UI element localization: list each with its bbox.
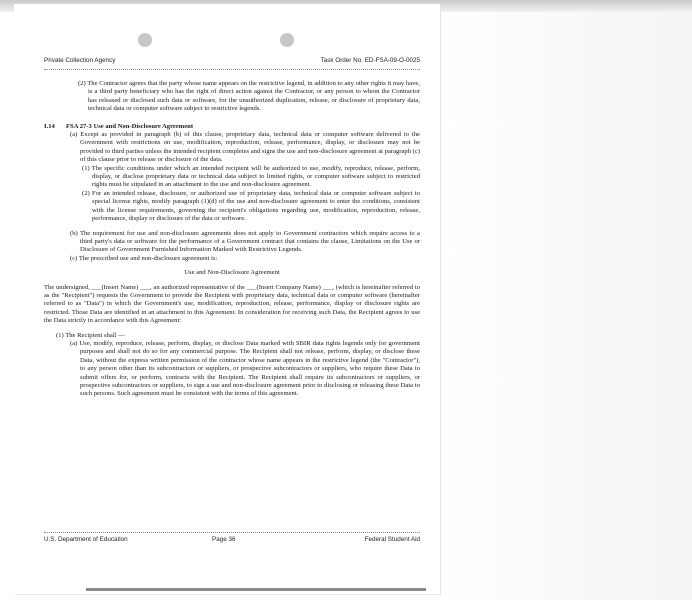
section-title: FSA 27-3 Use and Non-Disclosure Agreement	[66, 122, 194, 130]
intro-item: (2) The Contractor agrees that the party whose name appears on the restrictive legend, in addition to any other rights it may have, is a third party beneficiary who has the right of direct action against the Contractor, or any person to whom the Contractor has released or disclosed such data or software, for the unauthorized duplication, release, or disclosure of proprietary data, technical data or computer software subject to restrictive legends.	[78, 80, 420, 113]
header-left: Private Collection Agency	[44, 57, 116, 64]
section-number: I.14	[44, 122, 55, 130]
header-divider	[44, 69, 420, 70]
clause-item-a: (a) Except as provided in paragraph (b) of this clause, proprietary data, technical data or computer software delivered to the Government with restrictions on use, modification, reproduction, release, performance, display, or disclosure may not be provided to third parties unless the intended recipient completes and signs the use and non-disclosure agreement at paragraph (c) of this clause prior to release or disclosure of the data.	[70, 131, 420, 164]
recipient-shall: (1) The Recipient shall —	[56, 331, 125, 339]
scan-background	[442, 0, 692, 600]
clause-item-a2: (2) For an intended release, disclosure, or authorized use of proprietary data, technical data or computer software subject to special license rights, modify paragraph (1)(d) of the use and non-disclosure agreement to enter the conditions, consistent with the license requirements, governing the recipient's obligations regarding use, modification, reproduction, release, performance, display or disclosure of the data or software.	[82, 189, 420, 223]
scan-bottom-bar	[86, 588, 426, 591]
clause-item-c: (c) The prescribed use and non-disclosure agreement is:	[70, 254, 218, 262]
agreement-paragraph: The undersigned, ___(Insert Name) ___, an authorized representative of the ___(Insert Company Name) ___, (which is hereinafter referred to as the "Recipient") requests the Government to provide the Recipient with proprietary data, technical data or computer software (hereinafter referred to as "Data") in which the Government's use, modification, reproduction, release, performance, display or disclosure rights are restricted. Those Data are identified in an attachment to this Agreement. In consideration for receiving such Data, the Recipient agrees to use the Data strictly in accordance with this Agreement:	[44, 283, 420, 325]
punch-hole-icon	[138, 33, 152, 47]
page-number: Page 36	[212, 536, 236, 543]
agreement-title: Use and Non-Disclosure Agreement	[184, 269, 280, 277]
footer-right: Federal Student Aid	[364, 536, 420, 543]
clause-item-a1: (1) The specific conditions under which an intended recipient will be authorized to use, modify, reproduce, release, perform, display, or disclose proprietary data or technical data subject to limited rights, or computer software subject to restricted rights must be stipulated in an attachment to the use and non-disclosure agreement.	[82, 164, 420, 189]
section-heading	[44, 123, 420, 131]
footer-divider	[44, 532, 420, 533]
recipient-item-a: (a) Use, modify, reproduce, release, perform, display, or disclose Data marked with SBIR data rights legends only for government purposes and shall not do so for any commercial purpose. The Recipient shall not release, perform, display, or disclose these Data, without the express written permission of the contractor whose name appears in the restrictive legend (the "Contractor"), to any person other than its subcontractors or suppliers, or prospective subcontractors or suppliers, who require these Data to submit offers for, or perform, contracts with the Recipient. The Recipient shall require its subcontractors or suppliers, or prospective subcontractors or suppliers, to sign a use and non-disclosure agreement prior to disclosing or releasing these Data to such persons. Such agreement must be consistent with the terms of this agreement.	[70, 339, 420, 398]
header-right: Task Order No. ED-FSA-09-O-0025	[320, 57, 420, 64]
document-page	[14, 4, 440, 594]
page-body	[44, 80, 420, 399]
footer-left: U.S. Department of Education	[44, 536, 128, 543]
punch-hole-icon	[280, 33, 294, 47]
clause-item-b: (b) The requirement for use and non-disclosure agreements does not apply to Government contractors which require access to a third party's data or software for the performance of a Government contract that contains the clause, Limitations on the Use or Disclosure of Government Furnished Information Marked with Restrictive Legends.	[70, 229, 420, 254]
